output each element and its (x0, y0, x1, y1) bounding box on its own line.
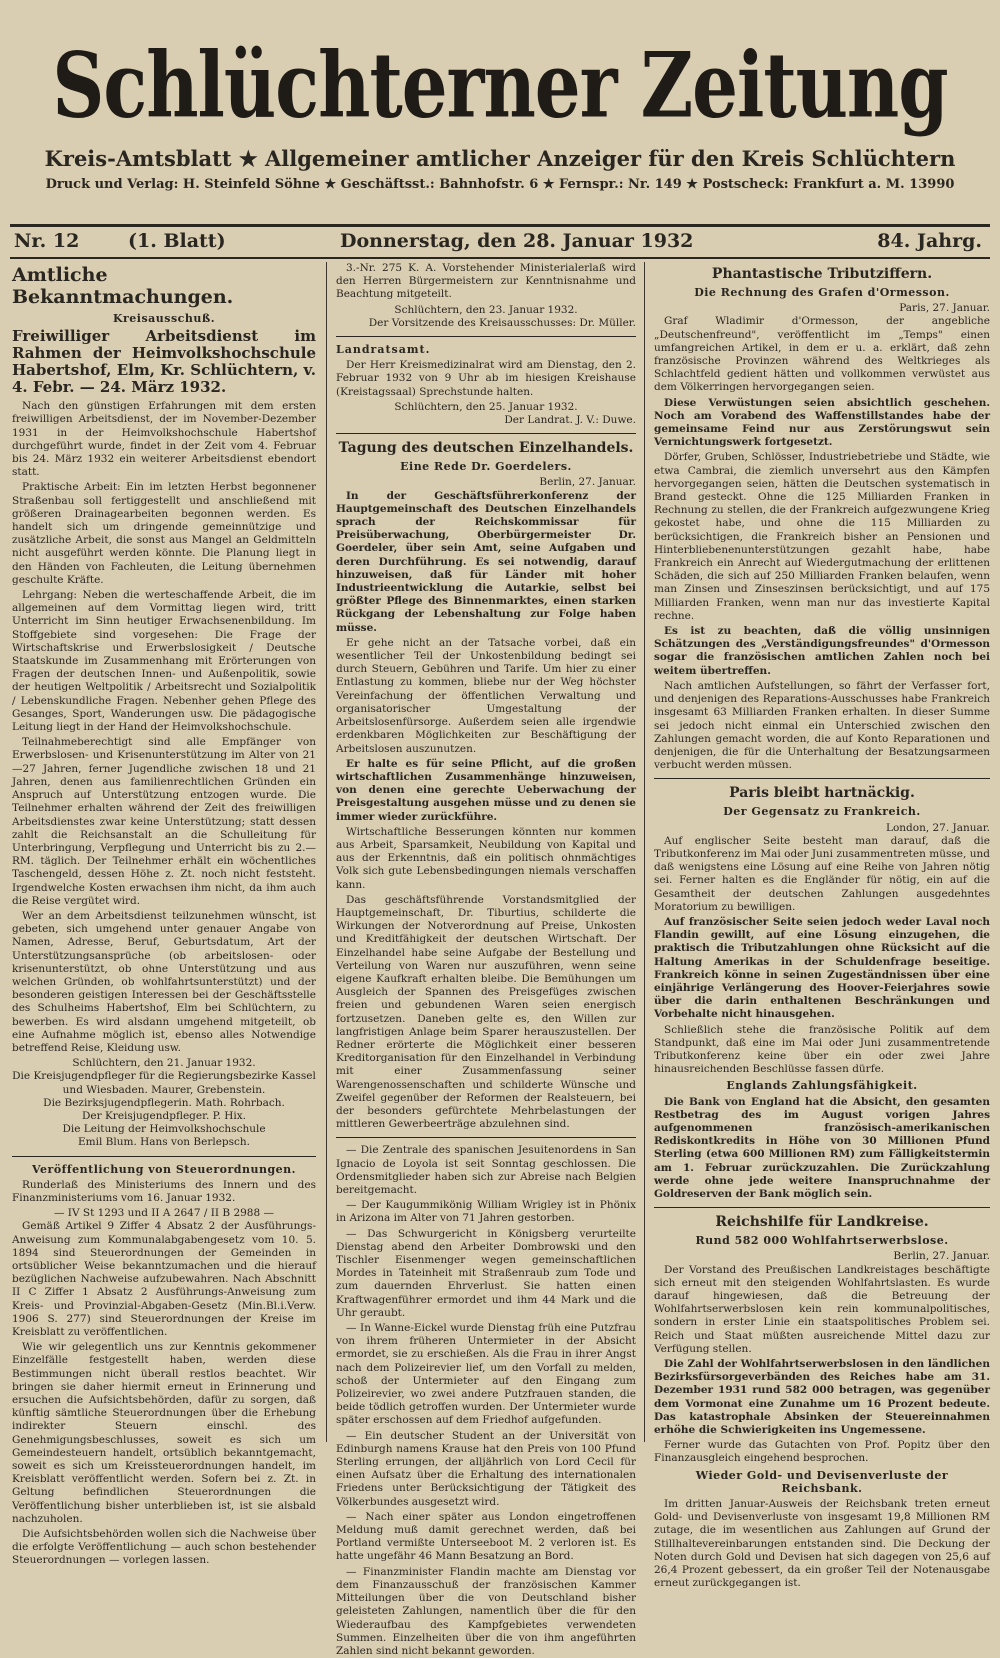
paragraph: Wirtschaftliche Besserungen könnten nur kommen aus Arbeit, Sparsamkeit, Neubildung von Kapital und aus der Erkenntnis, daß ein politisch ohnmächtiges Volk sich gute Lebensbedingungen niemals verschaffen kann. (336, 825, 636, 891)
paragraph: Gemäß Artikel 9 Ziffer 4 Absatz 2 der Ausführungs-Anweisung zum Kommunalabgabengesetz vom 10. 5. 1894 sind Steuerordnungen der Gemeinden in ortsüblicher Weise bekanntzumachen und die hierauf bezüglichen Nachweise aufzubewahren. Nach Abschnitt II C Ziffer 1 Absatz 2 Ausführungs-Anweisung zum Kreis- und Provinzial-Abgaben-Gesetz (Min.Bl.i.Verw. 1906 S. 277) sind Steuerordnungen der Kreise im Kreisblatt zu veröffentlichen. (12, 1220, 316, 1339)
news-item: — Ein deutscher Student an der Universität von Edinburgh namens Krause hat den Preis von 100 Pfund Sterling errungen, der alljährlich von Lord Cecil für einen Aufsatz über die Erhaltung des internationalen Friedens unter Berücksichtigung der Tätigkeit des Völkerbundes ausgesetzt wird. (336, 1429, 636, 1508)
signature: Die Leitung der Heimvolkshochschule (62, 1123, 266, 1136)
sheet-number: (1. Blatt) (128, 230, 226, 252)
article-dateline: Berlin, 27. Januar. (539, 476, 636, 489)
paragraph: Er halte es für seine Pflicht, auf die großen wirtschaftlichen Zusammenhänge hinzuweisen, von denen eine gerechte Ueberwachung der Preisgestaltung ausgehen müsse und zu denen sie immer wieder zurückführe. (336, 757, 636, 823)
article-heading: Tagung des deutschen Einzelhandels. (338, 440, 634, 457)
section-subheading: Kreisausschuß. (112, 312, 216, 325)
article-dateline: Paris, 27. Januar. (899, 302, 990, 315)
paragraph: Nach den günstigen Erfahrungen mit dem ersten freiwilligen Arbeitsdienst, der im November-Dezember 1931 in der Heimvolkshochschule Habertshof durchgeführt wurde, findet in der Zeit vom 4. Februar bis 24. März 1932 ein weiterer Arbeitsdienst ebendort statt. (12, 400, 316, 479)
paragraph: Die Aufsichtsbehörden wollen sich die Nachweise über die erfolgte Veröffentlichung — auch schon bestehender Steuerordnungen — vorlegen lassen. (12, 1528, 316, 1567)
paragraph: Die Bank von England hat die Absicht, den gesamten Restbetrag des im August vorigen Jahres aufgenommenen französisch-amerikanischen Rediskontkredits in Höhe von 30 Millionen Pfund Sterling (etwa 600 Millionen RM) zum Fälligkeitstermin am 1. Februar zurückzuzahlen. Die Zurückzahlung werde ohne jede weitere Inanspruchnahme der Goldreserven der Bank möglich sein. (654, 1095, 990, 1200)
divider (654, 1207, 990, 1208)
article-heading: Phantastische Tributziffern. (711, 266, 933, 282)
section-heading: Landratsamt. (336, 343, 431, 357)
article-dateline: London, 27. Januar. (885, 821, 990, 834)
news-item: — Nach einer später aus London eingetroffenen Meldung muß damit gerechnet werden, daß bei Portland vermißte Unterseeboot M. 2 verloren ist. Es hatte ungefähr 46 Mann Besatzung an Bord. (336, 1510, 636, 1563)
paragraph: 3.-Nr. 275 K. A. Vorstehender Ministerialerlaß wird den Herren Bürgermeistern zur Kenntnisnahme und Beachtung mitgeteilt. (336, 262, 636, 301)
signature: Die Kreisjugendpfleger für die Regierungsbezirke Kassel und Wiesbaden. Maurer, Grebenstein. (12, 1070, 316, 1096)
column-politics (654, 262, 990, 1590)
news-item: — Das Schwurgericht in Königsberg verurteilte Dienstag abend den Arbeiter Dombrowski und den Tischler Eisenmenger wegen gemeinschaftlichen Mordes in Tateinheit mit Straßenraub zum Tode und zum dauernden Ehrverlust. Sie hatten einen Kraftwagenführer ermordet und ihm 44 Mark und die Uhr geraubt. (336, 1227, 636, 1319)
reference: — IV St 1293 und II A 2647 / II B 2988 — (53, 1207, 275, 1220)
article-heading: Englands Zahlungsfähigkeit. (726, 1079, 918, 1093)
paragraph: Graf Wladimir d'Ormesson, der angebliche „Deutschenfreund", veröffentlicht im „Temps" einen umfangreichen Artikel, in dem er u. a. erklärt, daß zehn französische Provinzen während des Weltkrieges als Schlachtfeld gedient hätten und vollkommen verwüstet aus dem Völkerringen hervorgegangen seien. (654, 315, 990, 394)
masthead-publisher: Druck und Verlag: H. Steinfeld Söhne ★ Geschäftsst.: Bahnhofstr. 6 ★ Fernspr.: Nr. 149 ★ Postscheck: Frankfurt a. M. 13990 (45, 177, 955, 192)
divider (336, 336, 636, 337)
paragraph: Im dritten Januar-Ausweis der Reichsbank treten erneut Gold- und Devisenverluste von insgesamt 19,8 Millionen RM zutage, die im wesentlichen aus Zahlungen auf Grund der Stillhaltevereinbarungen entstanden sind. Die Deckung der Noten durch Gold und Devisen hat sich dagegen von 25,6 auf 26,4 Prozent gebessert, da ein großer Teil der Notenausgabe erneut zurückgegangen ist. (654, 1498, 990, 1590)
paragraph: Praktische Arbeit: Ein im letzten Herbst begonnener Straßenbau soll fertiggestellt und anschließend mit größeren Drainagearbeiten begonnen werden. Es handelt sich um dringende gemeinnützige und zusätzliche Arbeit, die sonst aus Mangel an Geldmitteln nicht ausgeführt werden könnte. Die Planung liegt in den Händen von Fachleuten, die Leitung übernehmen geschulte Kräfte. (12, 481, 316, 586)
dateline-bar (10, 224, 990, 259)
signature: Der Vorsitzende des Kreisausschusses: Dr. Müller. (368, 316, 636, 329)
article-heading: Veröffentlichung von Steuerordnungen. (32, 1162, 296, 1176)
paragraph: Das geschäftsführende Vorstandsmitglied der Hauptgemeinschaft, Dr. Tiburtius, schilderte die Wirkungen der Notverordnung auf Preise, Unkosten und Kreditfähigkeit der deutschen Wirtschaft. Der Einzelhandel habe seine Aufgabe der Bestellung und Verteilung von Waren nur auszuführen, wenn seine eigene Kaufkraft erhalten bleibe. Die Bemühungen um Ausgleich der Spannen des Preisgefüges zwischen freien und gebundenen Waren seien energisch fortzusetzen. Daneben gelte es, den Willen zur langfristigen Anlage beim Sparer herauszustellen. Der Redner erörterte die Möglichkeit einer besseren Kreditorganisation für den Einzelhandel in Verbindung mit einer Zusammenfassung seiner Warengenossenschaften und schilderte Wünsche und Zweifel gegenüber der Reformen der Realsteuern, bei der besonders gefürchtete Mehrbelastungen der mittleren Gewerbeerträge abzulehnen sind. (336, 893, 636, 1131)
paragraph: Dörfer, Gruben, Schlösser, Industriebetriebe und Städte, wie etwa Cambrai, die ziemlich unversehrt aus den Kämpfen hervorgegangen seien, hätten die Deutschen systematisch in Brand gesteckt. Ohne die 125 Milliarden Franken in Rechnung zu stellen, die der Frankreich aufgezwungene Krieg gekostet habe, und ohne die 115 Milliarden zu berücksichtigen, die Frankreich bisher an Pensionen und Hinterbliebenenunterstützungen gezahlt habe, habe Frankreich ein Anrecht auf Wiedergutmachung der erlittenen Schäden, die sich auf 250 Milliarden Franken belaufen, wenn man Zinsen und Zinseszinsen berücksichtigt, und auf 175 Milliarden Franken, wenn man nur das investierte Kapital rechne. (654, 451, 990, 622)
article-subheading: Eine Rede Dr. Goerdelers. (400, 460, 572, 474)
section-heading: Amtliche Bekanntmachungen. (12, 264, 234, 308)
issue-number: Nr. 12 (14, 230, 80, 252)
divider (654, 778, 990, 779)
issue-date: Donnerstag, den 28. Januar 1932 (340, 230, 694, 252)
divider (336, 1137, 636, 1138)
paragraph: Es ist zu beachten, daß die völlig unsinnigen Schätzungen des „Verständigungsfreundes" d'Ormesson sogar die französischen amtlichen Zahlen noch bei weitem übertreffen. (654, 625, 990, 677)
article-dateline: Berlin, 27. Januar. (893, 1250, 990, 1263)
signature: Der Kreisjugendpfleger. P. Hix. (81, 1109, 247, 1122)
paragraph: Der Herr Kreismedizinalrat wird am Dienstag, den 2. Februar 1932 von 9 Uhr ab im hiesigen Kreishause (Kreistagssaal) Sprechstunde halten. (336, 359, 636, 398)
divider (12, 1156, 316, 1157)
article-lead: In der Geschäftsführerkonferenz der Hauptgemeinschaft des Deutschen Einzelhandels sprach der Reichskommissar für Preisüberwachung, Oberbürgermeister Dr. Goerdeler, über sein Amt, seine Aufgaben und deren Durchführung. Es sei notwendig, darauf hinzuweisen, daß für Länder mit hoher Industrieentwicklung die Autarkie, selbst bei größter Pflege des Binnenmarktes, einen starken Rückgang der Lebenshaltung zur Folge haben müsse. (336, 489, 636, 634)
column-divider (644, 262, 645, 1442)
volume-year: 84. Jahrg. (877, 230, 982, 252)
masthead-subtitle: Kreis-Amtsblatt ★ Allgemeiner amtlicher Anzeiger für den Kreis Schlüchtern (44, 146, 956, 171)
column-news (336, 262, 636, 1657)
paragraph: Diese Verwüstungen seien absichtlich geschehen. Noch am Vorabend des Waffenstillstandes habe der gemeinsame Feind nur aus Zerstörungswut sein Vernichtungswerk fortgesetzt. (654, 396, 990, 449)
newspaper-title: Schlüchterner Zeitung (52, 31, 948, 138)
paragraph: Er gehe nicht an der Tatsache vorbei, daß ein wesentlicher Teil der Unkostenbildung bedingt sei durch Steuern, Gebühren und Tarife. Um hier zu einer Entlastung zu kommen, bliebe nur der Weg höchster Vereinfachung der öffentlichen Verwaltung und organisatorischer Umgestaltung der Arbeitslosenfürsorge. Außerdem seien alle irgendwie erdenkbaren Möglichkeiten zur Beschäftigung der Arbeitslosen auszunutzen. (336, 636, 636, 755)
paragraph: Die Zahl der Wohlfahrtserwerbslosen in den ländlichen Bezirksfürsorgeverbänden des Reiches habe am 31. Dezember 1931 rund 582 000 betragen, was gegenüber dem Vormonat eine Zunahme um 16 Prozent bedeute. Das katastrophale Absinken der Steuereinnahmen erhöhe die Schwierigkeiten ins Ungemessene. (654, 1358, 990, 1437)
signature: Der Landrat. J. V.: Duwe. (504, 414, 636, 427)
news-item: — Finanzminister Flandin machte am Dienstag vor dem Finanzausschuß der französischen Kammer Mitteilungen über die von Deutschland bisher geleisteten Zahlungen, namentlich über die für den Wiederaufbau des Kampfgebietes verwendeten Summen. Einzelheiten über die von ihm angeführten Zahlen sind nicht bekannt geworden. (336, 1565, 636, 1657)
article-subheading: Der Gegensatz zu Frankreich. (723, 805, 921, 819)
paragraph: Ferner wurde das Gutachten von Prof. Popitz über den Finanzausgleich eingehend besprochen. (654, 1439, 990, 1465)
place-date: Schlüchtern, den 21. Januar 1932. (72, 1057, 256, 1070)
signature: Die Bezirksjugendpflegerin. Math. Rohrbach. (43, 1096, 285, 1109)
place-date: Schlüchtern, den 23. Januar 1932. (394, 303, 578, 316)
paragraph: Teilnahmeberechtigt sind alle Empfänger von Erwerbslosen- und Krisenunterstützung im Alter von 21—27 Jahren, ferner Jugendliche zwischen 18 und 21 Jahren, denen aus familienrechtlichen Gründen ein Anspruch auf Unterstützung entzogen wurde. Die Teilnehmer erhalten während der Zeit des freiwilligen Arbeitsdienstes zwar keine Unterstützung; statt dessen zahlt die Reichsanstalt an die Schulleitung für Unterbringung, Verpflegung und Unterricht bis zu 2.— RM. täglich. Der Teilnehmer erhält ein wöchentliches Taschengeld, dessen Höhe z. Zt. noch nicht feststeht. Irgendwelche Kosten erwachsen ihm nicht, da ihm auch die Reise vergütet wird. (12, 736, 316, 907)
article-subheading: Rund 582 000 Wohlfahrtserwerbslose. (695, 1234, 949, 1248)
news-item: — In Wanne-Eickel wurde Dienstag früh eine Putzfrau von ihrem früheren Untermieter in der Absicht ermordet, sie zu erschießen. Als die Frau in ihrer Angst nach dem Polizeirevier lief, um den Vorfall zu melden, schoß der Untermieter auf den Eingang zum Polizeirevier, wo zwei andere Putzfrauen standen, die beide tödlich getroffen wurden. Der Untermieter wurde später erschossen auf dem Friedhof aufgefunden. (336, 1322, 636, 1427)
paragraph: Lehrgang: Neben die werteschaffende Arbeit, die im allgemeinen auf dem Vormittag liegen wird, tritt Unterricht im Sinn heutiger Erwachsenenbildung. Im Stoffgebiete sind vorgesehen: Die Frage der Wirtschaftskrise und Erwerbslosigkeit / Deutsche Staatskunde im Zusammenhang mit Erörterungen von Fragen der deutschen Innen- und Außenpolitik, sowie der heutigen Weltpolitik / Arbeitsrecht und Sozialpolitik / Lebenskundliche Fragen. Nebenher gehen Pflege des Gesanges, Sport, Wanderungen usw. Die pädagogische Leitung liegt in der Hand der Heimvolkshochschule. (12, 589, 316, 734)
column-official-notices (12, 262, 316, 1567)
place-date: Schlüchtern, den 25. Januar 1932. (394, 400, 578, 413)
masthead (10, 30, 990, 192)
paragraph: Schließlich stehe die französische Politik auf dem Standpunkt, daß eine im Mai oder Juni zusammentretende Tributkonferenz keine über ein oder zwei Jahre hinausreichenden Beschlüsse fassen dürfe. (654, 1023, 990, 1076)
paragraph: Auf englischer Seite besteht man darauf, daß die Tributkonferenz im Mai oder Juni zusammentreten müsse, und daß wenigstens eine Lösung auf eine Reihe von Jahren nötig sei. Ferner halten es die Engländer für nötig, ein auf die Gesamtheit der deutschen Zahlungen ausgedehntes Moratorium zu bewilligen. (654, 834, 990, 913)
paragraph: Runderlaß des Ministeriums des Innern und des Finanzministeriums vom 16. Januar 1932. (12, 1178, 316, 1204)
paragraph: Wer an dem Arbeitsdienst teilzunehmen wünscht, ist gebeten, sich umgehend unter genauer Angabe von Namen, Adresse, Beruf, Geburtsdatum, Art der Unterstützungsansprüche (ob arbeitslosen- oder krisenunterstützt, ob ohne Unterstützung und aus welchen Gründen, ob wohlfahrtsunterstützt) und der besonderen geistigen Interessen bei der Geschäftsstelle des Schulheims Habertshof, Elm bei Schlüchtern, zu bewerben. Es wird alsdann umgehend mitgeteilt, ob eine Aufnahme möglich ist, ebenso alles Notwendige betreffend Reise, Kleidung usw. (12, 909, 316, 1054)
divider (336, 433, 636, 434)
news-item: — Der Kaugummikönig William Wrigley ist in Phönix in Arizona im Alter von 71 Jahren gestorben. (336, 1199, 636, 1225)
news-item: — Die Zentrale des spanischen Jesuitenordens in San Ignacio de Loyola ist seit Sonntag geschlossen. Die Ordensmitglieder haben sich zur Abreise nach Belgien bereitgemacht. (336, 1144, 636, 1196)
article-subheading: Die Rechnung des Grafen d'Ormesson. (694, 286, 950, 299)
paragraph: Auf französischer Seite seien jedoch weder Laval noch Flandin gewillt, auf eine Lösung einzugehen, die praktisch die Tributzahlungen ohne Rücksicht auf die Haltung Amerikas in der Schuldenfrage beseitige. Frankreich könne in seinen Zugeständnissen über eine einjährige Verlängerung des Hoover-Feierjahres sowie über die darin enthaltenen Beschränkungen und Vorbehalte nicht hinausgehen. (654, 915, 990, 1021)
article-title: Freiwilliger Arbeitsdienst im Rahmen der Heimvolkshochschule Habertshof, Elm, Kr. Schlüchtern, v. 4. Febr. — 24. März 1932. (12, 327, 316, 397)
paragraph: Wie wir gelegentlich uns zur Kenntnis gekommener Einzelfälle festgestellt haben, werden diese Bestimmungen nicht überall restlos beachtet. Wir bringen sie daher hiermit erneut in Erinnerung und ersuchen die Aufsichtsbehörden, dafür zu sorgen, daß künftig sämtliche Steuerordnungen über die Erhebung indirekter Steuern einschl. des Genehmigungsbeschlusses, soweit es sich um Gemeindesteuern handelt, ortsüblich bekanntgemacht, soweit es sich um Kreissteuerordnungen handelt, im Kreisblatt veröffentlicht werden. Sofern bei z. Zt. in Geltung befindlichen Steuerordnungen die Veröffentlichung bisher unterblieben ist, ist sie alsbald nachzuholen. (12, 1341, 316, 1525)
article-heading: Paris bleibt hartnäckig. (729, 785, 915, 802)
signature: Emil Blum. Hans von Berlepsch. (77, 1136, 250, 1149)
article-heading: Reichshilfe für Landkreise. (715, 1214, 929, 1231)
column-divider (326, 262, 327, 1442)
paragraph: Nach amtlichen Aufstellungen, so fährt der Verfasser fort, und denjenigen des Reparations-Ausschusses habe Frankreich insgesamt 63 Milliarden Franken erhalten. In dieser Summe sei jedoch nicht einmal ein Unterschied zwischen den Zahlungen gemacht worden, die auf Konto Reparationen und denjenigen, die für die Unterhaltung der Besatzungsarmeen verbucht werden müssen. (654, 679, 990, 772)
article-heading: Wieder Gold- und Devisenverluste der Reichsbank. (695, 1468, 949, 1495)
paragraph: Der Vorstand des Preußischen Landkreistages beschäftigte sich erneut mit den steigenden Wohlfahrtslasten. Es wurde darauf hingewiesen, daß die Betreuung der Wohlfahrtserwerbslosen kein rein kommunalpolitisches, sondern in erster Linie ein staatspolitisches Problem sei. Reich und Staat müßten ausreichende Mittel dazu zur Verfügung stellen. (654, 1263, 990, 1355)
